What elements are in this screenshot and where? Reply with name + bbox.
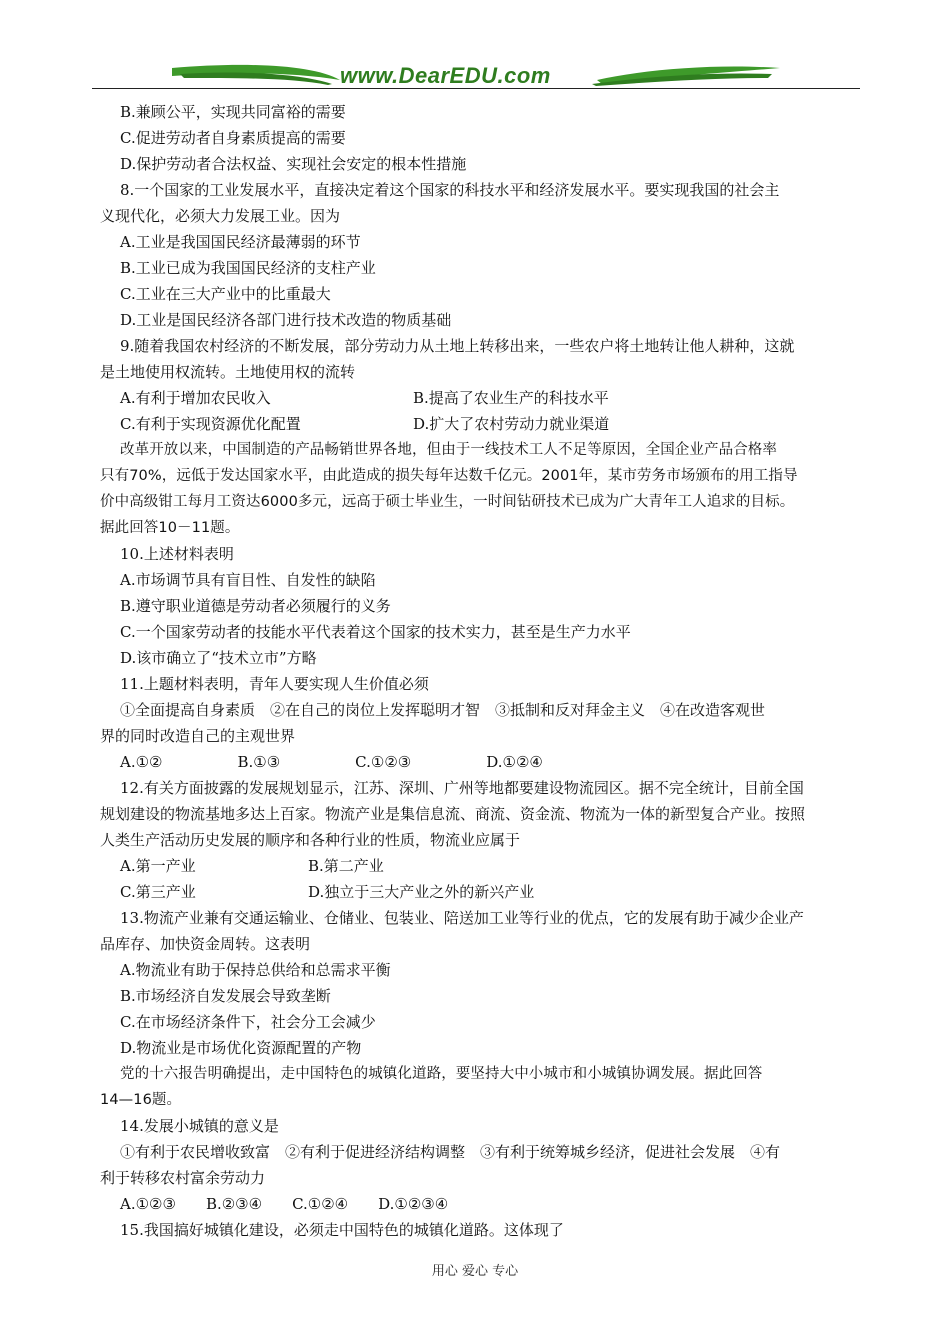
line-text: A.有利于增加农民收入 <box>120 389 271 407</box>
text-line <box>100 567 860 593</box>
line-text: 利于转移农村富余劳动力 <box>100 1169 266 1187</box>
material-line <box>100 463 860 489</box>
page-footer: 用心 爱心 专心 <box>431 1264 519 1279</box>
text-line <box>100 749 860 775</box>
line-text: 9.随着我国农村经济的不断发展，部分劳动力从土地上转移出来，一些农户将土地转让他人耕种，这就 <box>120 337 795 355</box>
text-line <box>100 177 860 203</box>
text-line <box>100 385 860 411</box>
text-line <box>100 645 860 671</box>
line-text: B.工业已成为我国国民经济的支柱产业 <box>120 259 376 277</box>
text-line <box>100 827 860 853</box>
line-text: ①有利于农民增收致富 ②有利于促进经济结构调整 ③有利于统筹城乡经济，促进社会发展 ④有 <box>120 1143 781 1161</box>
line-text: 改革开放以来，中国制造的产品畅销世界各地，但由于一线技术工人不足等原因，全国企业产品合格率 <box>120 442 777 458</box>
text-line <box>100 333 860 359</box>
line-text: C.有利于实现资源优化配置 <box>120 415 301 433</box>
line-text: 15.我国搞好城镇化建设，必须走中国特色的城镇化道路。这体现了 <box>120 1221 564 1239</box>
text-line <box>100 671 860 697</box>
text-line <box>100 593 860 619</box>
line-text: 14.发展小城镇的意义是 <box>120 1117 279 1135</box>
line-text: B.市场经济自发发展会导致垄断 <box>120 987 331 1005</box>
text-line <box>100 411 860 437</box>
line-text: 12.有关方面披露的发展规划显示，江苏、深圳、广州等地都要建设物流园区。据不完全统计，目前全国 <box>120 779 804 797</box>
line-text-option: B.第二产业 <box>308 857 384 875</box>
text-line <box>100 983 860 1009</box>
line-text: B.兼顾公平，实现共同富裕的需要 <box>120 103 346 121</box>
text-line <box>100 541 860 567</box>
text-line <box>100 1165 860 1191</box>
line-text: B.遵守职业道德是劳动者必须履行的义务 <box>120 597 391 615</box>
text-line <box>100 697 860 723</box>
text-line <box>100 775 860 801</box>
line-text: A.第一产业 <box>120 857 196 875</box>
material-line <box>100 1087 860 1113</box>
line-text: 11.上题材料表明，青年人要实现人生价值必须 <box>120 675 429 693</box>
text-line <box>100 125 860 151</box>
site-logo[interactable]: www.DearEDU.com <box>340 63 551 88</box>
text-line <box>100 1191 860 1217</box>
line-text: 13.物流产业兼有交通运输业、仓储业、包装业、陪送加工业等行业的优点，它的发展有助于减少企业产 <box>120 909 804 927</box>
text-line <box>100 1139 860 1165</box>
line-text-option: B.提高了农业生产的科技水平 <box>413 389 609 407</box>
text-line <box>100 801 860 827</box>
line-text: C.在市场经济条件下，社会分工会减少 <box>120 1013 376 1031</box>
text-line <box>100 99 860 125</box>
line-text: C.工业在三大产业中的比重最大 <box>120 285 331 303</box>
text-line <box>100 1035 860 1061</box>
material-line <box>100 1061 860 1087</box>
text-line <box>100 203 860 229</box>
text-line <box>100 359 860 385</box>
text-line <box>100 931 860 957</box>
line-text: C.促进劳动者自身素质提高的需要 <box>120 129 346 147</box>
material-line <box>100 489 860 515</box>
text-line <box>100 905 860 931</box>
text-line <box>100 307 860 333</box>
material-line <box>100 515 860 541</box>
text-line <box>100 853 860 879</box>
text-line <box>100 151 860 177</box>
line-text: A.工业是我国国民经济最薄弱的环节 <box>120 233 361 251</box>
line-text: A.物流业有助于保持总供给和总需求平衡 <box>120 961 391 979</box>
document-body <box>100 99 860 1243</box>
text-line <box>100 879 860 905</box>
text-line <box>100 255 860 281</box>
line-text: 14—16题。 <box>100 1092 182 1108</box>
line-text: 价中高级钳工每月工资达6000多元，远高于硕士毕业生，一时间钻研技术已成为广大青年工人追求的目标。 <box>100 494 795 510</box>
line-text: 规划建设的物流基地多达上百家。物流产业是集信息流、商流、资金流、物流为一体的新型复合产业。按照 <box>100 805 806 823</box>
line-text: 只有70%，远低于发达国家水平，由此造成的损失每年达数千亿元。2001年，某市劳务市场颁布的用工指导 <box>100 468 798 484</box>
line-text: A.市场调节具有盲目性、自发性的缺陷 <box>120 571 376 589</box>
line-text: 是土地使用权流转。土地使用权的流转 <box>100 363 356 381</box>
line-text: 人类生产活动历史发展的顺序和各种行业的性质，物流业应属于 <box>100 831 521 849</box>
line-text: 义现代化，必须大力发展工业。因为 <box>100 207 341 225</box>
text-line <box>100 281 860 307</box>
line-text: D.工业是国民经济各部门进行技术改造的物质基础 <box>120 311 452 329</box>
text-line <box>100 229 860 255</box>
line-text: ①全面提高自身素质 ②在自己的岗位上发挥聪明才智 ③抵制和反对拜金主义 ④在改造客观世 <box>120 701 766 719</box>
line-text: 据此回答10－11题。 <box>100 520 240 536</box>
text-line <box>100 957 860 983</box>
line-text: C.一个国家劳动者的技能水平代表着这个国家的技术实力，甚至是生产力水平 <box>120 623 631 641</box>
text-line <box>100 619 860 645</box>
line-text: C.第三产业 <box>120 883 196 901</box>
line-text: D.保护劳动者合法权益、实现社会安定的根本性措施 <box>120 155 467 173</box>
line-text: 10.上述材料表明 <box>120 545 234 563</box>
text-line <box>100 1217 860 1243</box>
header-divider <box>92 88 860 89</box>
text-line <box>100 723 860 749</box>
line-text-option: D.独立于三大产业之外的新兴产业 <box>308 883 535 901</box>
line-text: 党的十六报告明确提出，走中国特色的城镇化道路，要坚持大中小城市和小城镇协调发展。据此回答 <box>120 1066 763 1082</box>
line-text: D.该市确立了“技术立市”方略 <box>120 649 317 667</box>
line-text-option: D.扩大了农村劳动力就业渠道 <box>413 415 610 433</box>
text-line <box>100 1009 860 1035</box>
line-text: A.①② B.①③ C.①②③ D.①②④ <box>120 753 543 771</box>
line-text: A.①②③ B.②③④ C.①②④ D.①②③④ <box>120 1195 449 1213</box>
line-text: 8.一个国家的工业发展水平，直接决定着这个国家的科技水平和经济发展水平。要实现我国的社会主 <box>120 181 780 199</box>
line-text: 品库存、加快资金周转。这表明 <box>100 935 311 953</box>
material-line <box>100 437 860 463</box>
line-text: D.物流业是市场优化资源配置的产物 <box>120 1039 362 1057</box>
text-line <box>100 1113 860 1139</box>
line-text: 界的同时改造自己的主观世界 <box>100 727 296 745</box>
